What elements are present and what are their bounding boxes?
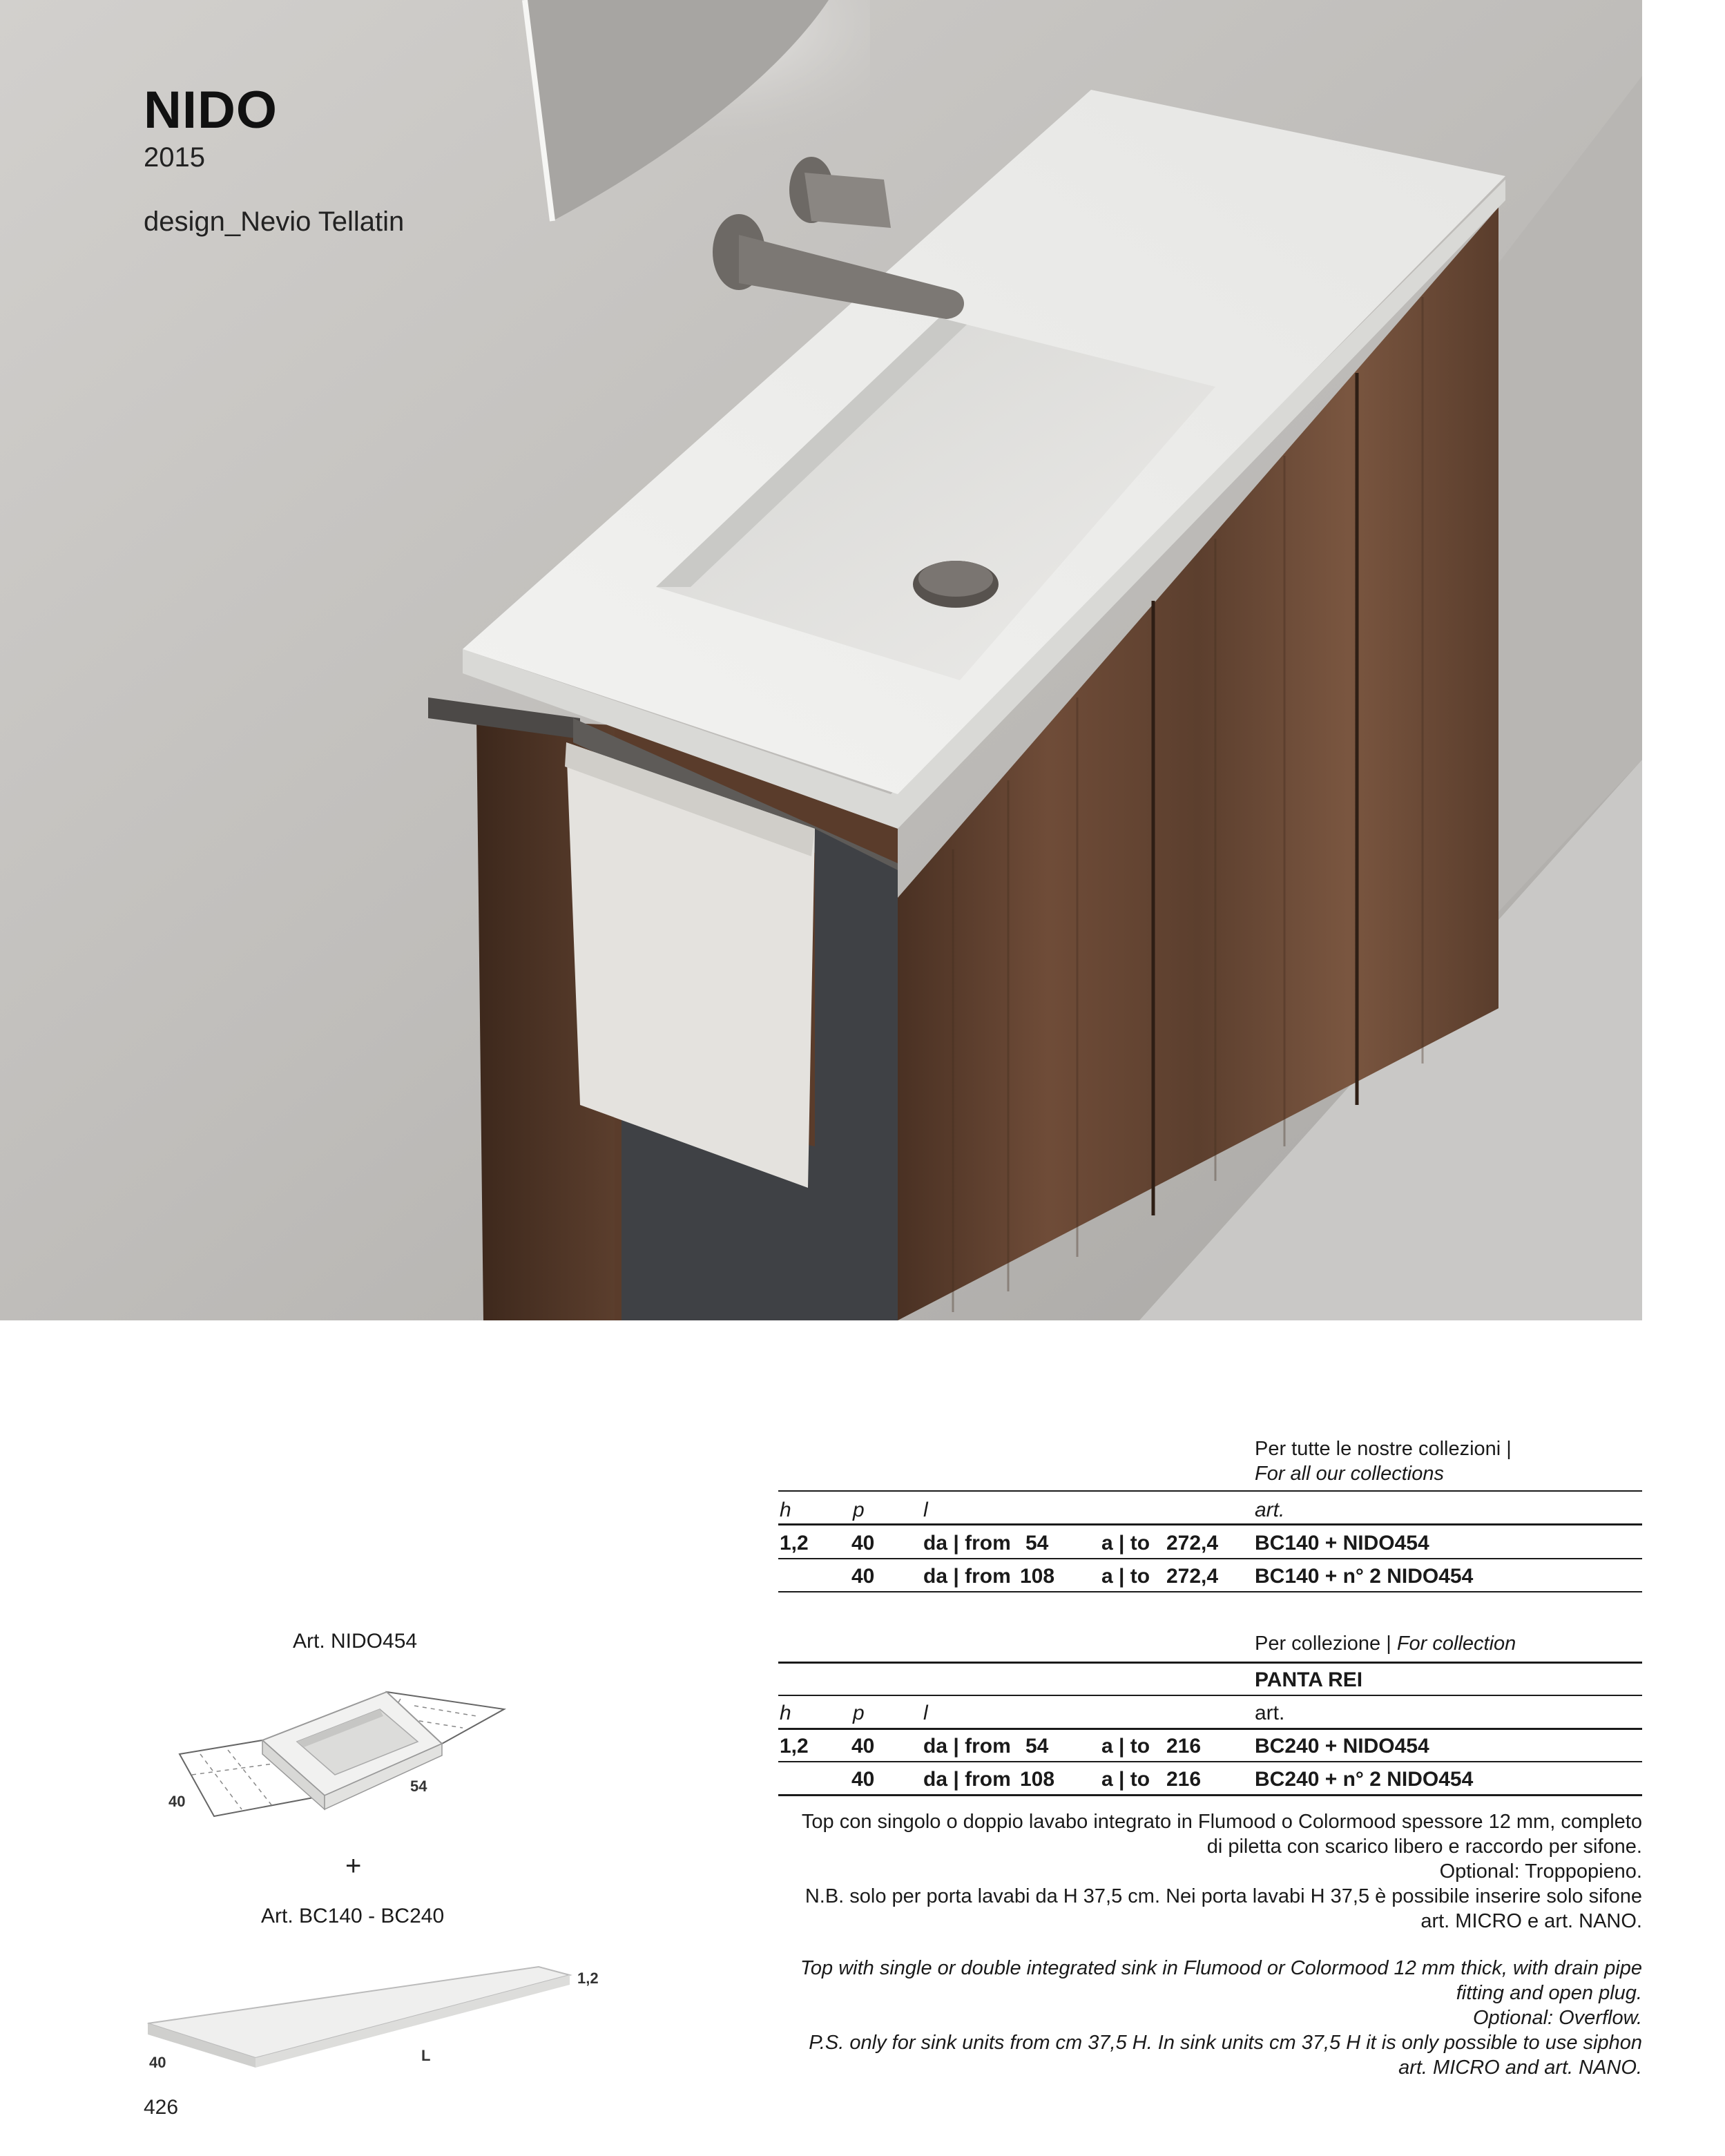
description-line: Top con singolo o doppio lavabo integrato in Flumood o Colormood spessore 12 mm, completo (801, 1811, 1642, 1833)
cell-from-label: da | from (923, 1735, 1011, 1758)
top-dim-length: L (421, 2047, 431, 2064)
cell-to-label: a | to (1101, 1735, 1150, 1758)
table-row (778, 1525, 1642, 1558)
sink-drawing (173, 1678, 518, 1823)
sink-dim-width: 54 (410, 1778, 427, 1795)
cell-from-label: da | from (923, 1532, 1011, 1555)
title-block (144, 81, 405, 238)
cell-to: 216 (1166, 1735, 1202, 1758)
description-line: N.B. solo per porta lavabi da H 37,5 cm. Nei porta lavabi H 37,5 è possibile inserire solo sifone (804, 1885, 1642, 1907)
collection-name: PANTA REI (1255, 1668, 1363, 1691)
description-line: Optional: Overflow. (1473, 2007, 1642, 2029)
cell-art: BC240 + NIDO454 (1255, 1735, 1429, 1758)
table-row (778, 1728, 1642, 1761)
cell-to-label: a | to (1101, 1532, 1150, 1555)
description-line: Top with single or double integrated sink in Flumood or Colormood 12 mm thick, with drain pipe (800, 1957, 1642, 1979)
cell-from: 108 (1020, 1565, 1055, 1588)
description-line: art. MICRO e art. NANO. (1420, 1910, 1642, 1932)
description-line: Optional: Troppopieno. (1439, 1860, 1642, 1883)
col-l: l (923, 1702, 928, 1724)
cell-p: 40 (851, 1565, 875, 1588)
cell-p: 40 (851, 1735, 875, 1758)
countertop-drawing (138, 1954, 580, 2079)
table-note-it: Per collezione | (1255, 1633, 1391, 1655)
cell-from: 108 (1020, 1768, 1055, 1791)
description-italian (778, 1809, 1642, 1934)
col-h: h (780, 1499, 791, 1521)
cell-to: 272,4 (1166, 1532, 1219, 1555)
cell-h: 1,2 (780, 1532, 809, 1555)
cell-to: 216 (1166, 1768, 1202, 1791)
table-note-en: For collection (1396, 1633, 1516, 1655)
product-year: 2015 (144, 142, 205, 173)
table-rule (778, 1591, 1642, 1592)
cell-h: 1,2 (780, 1735, 809, 1758)
top-dim-height: 1,2 (577, 1970, 599, 1987)
col-p: p (853, 1499, 865, 1521)
table-note (1255, 1436, 1512, 1486)
plus-sign: + (345, 1851, 362, 1881)
col-h: h (780, 1702, 791, 1724)
sink-dim-depth: 40 (168, 1793, 186, 1810)
collection-row (778, 1662, 1642, 1695)
table-note-en: For all our collections (1255, 1463, 1444, 1485)
cell-p: 40 (851, 1768, 875, 1791)
cell-from-label: da | from (923, 1768, 1011, 1791)
cell-art: BC140 + NIDO454 (1255, 1532, 1429, 1555)
description-line: P.S. only for sink units from cm 37,5 H. In sink units cm 37,5 H it is only possible to use siphon (809, 2032, 1642, 2054)
cell-from-label: da | from (923, 1565, 1011, 1588)
col-art: art. (1255, 1702, 1285, 1724)
cell-art: BC140 + n° 2 NIDO454 (1255, 1565, 1474, 1588)
description-line: art. MICRO and art. NANO. (1398, 2057, 1642, 2079)
product-title: NIDO (144, 81, 278, 139)
description-english (778, 1956, 1642, 2080)
cell-to: 272,4 (1166, 1565, 1219, 1588)
table-note (1255, 1631, 1516, 1656)
table-header-row (778, 1695, 1642, 1728)
table-note-it: Per tutte le nostre collezioni | (1255, 1438, 1512, 1460)
cell-p: 40 (851, 1532, 875, 1555)
col-art: art. (1255, 1499, 1285, 1521)
product-designer: design_Nevio Tellatin (144, 206, 405, 237)
description-line: di piletta con scarico libero e raccordo per sifone. (1206, 1836, 1642, 1858)
sink-caption: Art. NIDO454 (293, 1630, 418, 1653)
cell-from: 54 (1025, 1735, 1049, 1758)
description-line: fitting and open plug. (1456, 1982, 1642, 2004)
top-caption: Art. BC140 - BC240 (261, 1905, 445, 1927)
top-dim-depth: 40 (149, 2054, 166, 2071)
cell-to-label: a | to (1101, 1565, 1150, 1588)
cell-to-label: a | to (1101, 1768, 1150, 1791)
col-p: p (853, 1702, 865, 1724)
col-l: l (923, 1499, 928, 1521)
table-row (778, 1558, 1642, 1591)
table-row (778, 1761, 1642, 1794)
table-header-row (778, 1492, 1642, 1525)
table-rule (778, 1794, 1642, 1796)
cell-from: 54 (1025, 1532, 1049, 1555)
page-number: 426 (144, 2096, 179, 2119)
cell-art: BC240 + n° 2 NIDO454 (1255, 1768, 1474, 1791)
